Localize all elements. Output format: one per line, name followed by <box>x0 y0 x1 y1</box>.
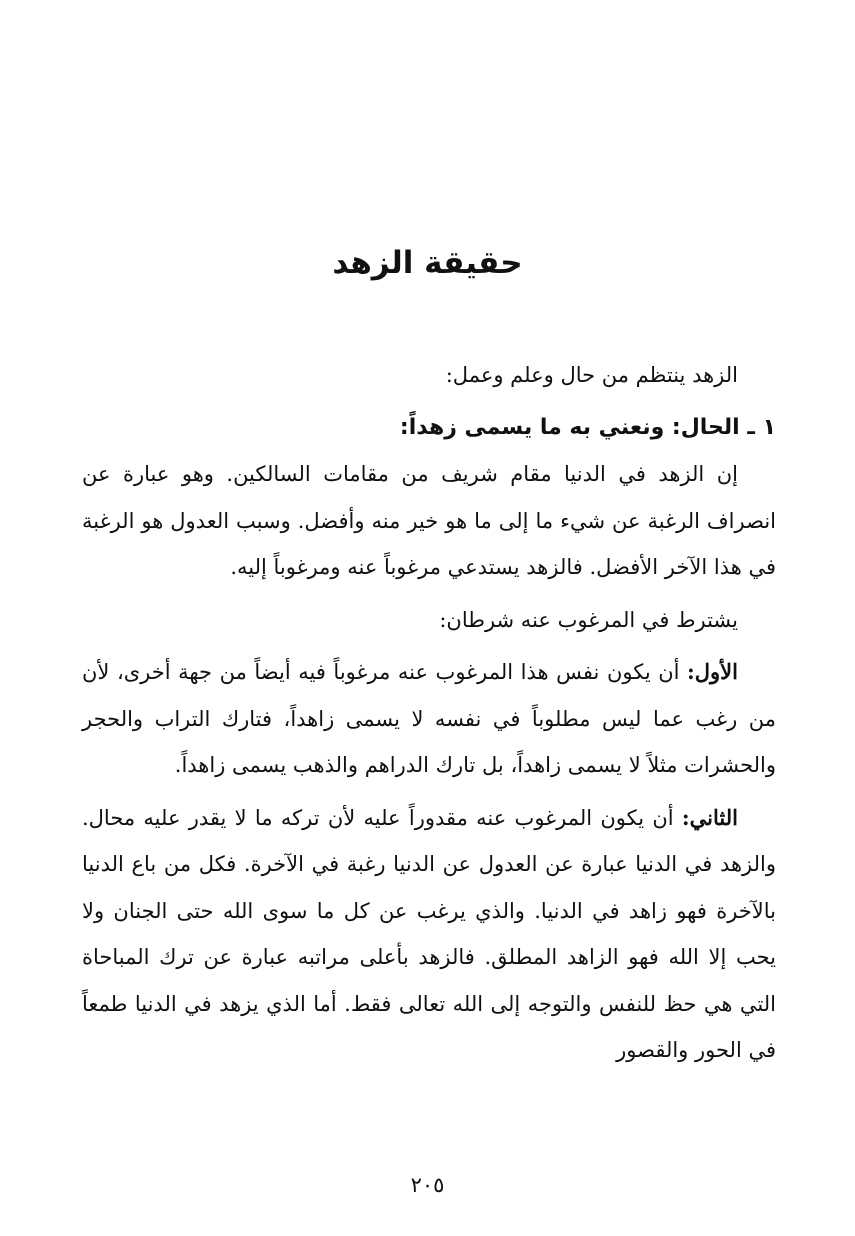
second-condition-label: الثاني: <box>681 804 738 830</box>
paragraph-second-condition <box>82 795 776 1074</box>
paragraph-definition: إن الزهد في الدنيا مقام شريف من مقامات السالكين. وهو عبارة عن انصراف الرغبة عن شيء ما إلى ما هو خير منه وأفضل. وسبب العدول هو الرغبة في هذا الآخر الأفضل. فالزهد يستدعي مرغوباً عنه ومرغوباً إليه. <box>82 462 776 579</box>
body-text <box>82 352 776 1074</box>
chapter-title: حقيقة الزهد <box>332 245 523 281</box>
page-number: ٢٠٥ <box>410 1173 445 1197</box>
intro-line: الزهد ينتظم من حال وعلم وعمل: <box>445 363 738 387</box>
first-condition-text: أن يكون نفس هذا المرغوب عنه مرغوباً فيه أيضاً من جهة أخرى، لأن من رغب عما ليس مطلوباً في نفسه لا يسمى زاهداً، فتارك التراب والحجر والحشرات مثلاً لا يسمى زاهداً، بل تارك الدراهم والذهب يسمى زاهداً. <box>82 660 776 777</box>
paragraph-first-condition <box>82 649 776 789</box>
first-condition-label: الأول: <box>687 659 738 684</box>
section-heading: ١ ـ الحال: ونعني به ما يسمى زهداً: <box>399 414 776 440</box>
conditions-intro: يشترط في المرغوب عنه شرطان: <box>439 607 738 632</box>
second-condition-text: أن يكون المرغوب عنه مقدوراً عليه لأن تركه ما لا يقدر عليه محال. والزهد في الدنيا عبارة عن العدول عن الدنيا رغبة في الآخرة. فكل من باع الدنيا بالآخرة فهو زاهد في الدنيا. والذي يرغب عن كل ما سوى الله حتى الجنان ولا يحب إلا الله فهو الزاهد المطلق. فالزهد بأعلى مراتبه عبارة عن ترك المباحاة التي هي حظ للنفس والتوجه إلى الله تعالى فقط. أما الذي يزهد في الدنيا طمعاً في الحور والقصور <box>82 805 776 1062</box>
